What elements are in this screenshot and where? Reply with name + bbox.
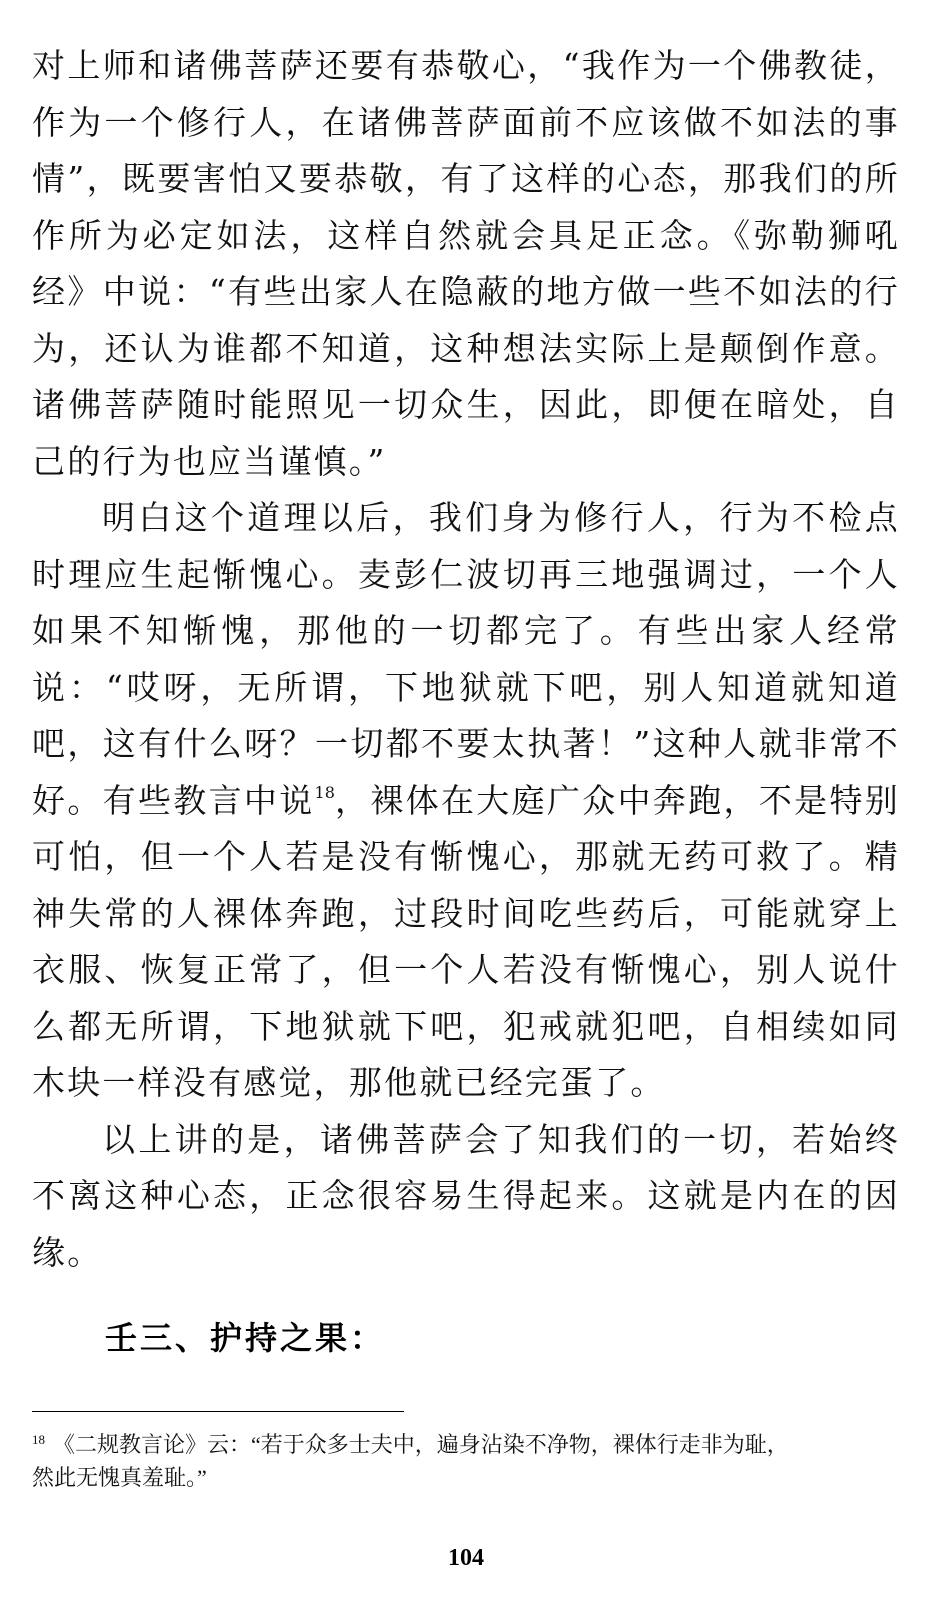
footnote-text-1: 《二规教言论》云：“若于众多士夫中，遍身沾染不净物，裸体行走非为耻， [53, 1432, 789, 1457]
footnote-number: 18 [32, 1432, 45, 1447]
footnote [32, 1428, 900, 1494]
footnote-reference[interactable]: 18 [314, 782, 335, 802]
paragraph-2-text-a: 明白这个道理以后，我们身为修行人，行为不检点时理应生起惭愧心。麦彭仁波切再三地强调过，一个人如果不知惭愧，那他的一切都完了。有些出家人经常说：“哎呀，无所谓，下地狱就下吧，别人知道就知道吧，这有什么呀？一切都不要太执著！”这种人就非常不好。有些教言中说 [32, 498, 900, 820]
footnote-divider [32, 1411, 404, 1412]
paragraph-2 [32, 490, 900, 1112]
footnote-line-1 [32, 1428, 900, 1461]
paragraph-2-text-b: ，裸体在大庭广众中奔跑，不是特别可怕，但一个人若是没有惭愧心，那就无药可救了。精神失常的人裸体奔跑，过段时间吃些药后，可能就穿上衣服、恢复正常了，但一个人若没有惭愧心，别人说什么都无所谓，下地狱就下吧，犯戒就犯吧，自相续如同木块一样没有感觉，那他就已经完蛋了。 [32, 780, 900, 1102]
paragraph-3: 以上讲的是，诸佛菩萨会了知我们的一切，若始终不离这种心态，正念很容易生得起来。这就是内在的因缘。 [32, 1119, 900, 1272]
section-heading: 壬三、护持之果： [105, 1319, 386, 1357]
body-text [32, 38, 900, 1281]
paragraph-1: 对上师和诸佛菩萨还要有恭敬心，“我作为一个佛教徒，作为一个修行人，在诸佛菩萨面前不应该做不如法的事情”，既要害怕又要恭敬，有了这样的心态，那我们的所作所为必定如法，这样自然就会具足正念。《弥勒狮吼经》中说：“有些出家人在隐蔽的地方做一些不如法的行为，还认为谁都不知道，这种想法实际上是颠倒作意。诸佛菩萨随时能照见一切众生，因此，即便在暗处，自己的行为也应当谨慎。” [32, 46, 900, 481]
footnote-line-2: 然此无愧真羞耻。” [32, 1465, 207, 1490]
page-number: 104 [448, 1545, 484, 1571]
